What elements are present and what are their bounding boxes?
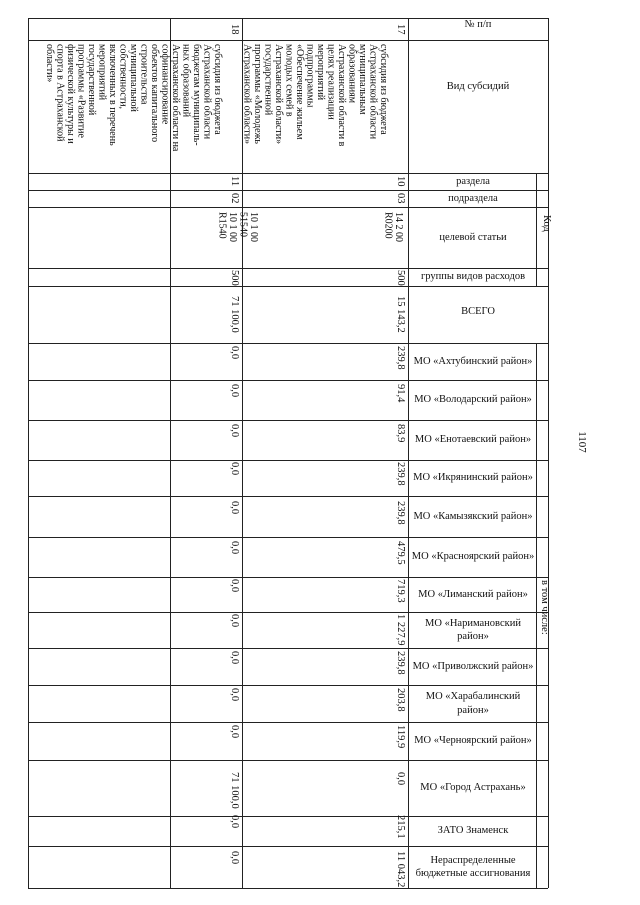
h-rule: [28, 722, 548, 723]
row-value: 239,8: [395, 345, 407, 370]
row-value: 239,8: [395, 500, 407, 525]
row-value: 0,0: [395, 772, 407, 786]
row-description: субсидия из бюджета Астраханской области бюджетам муниципаль- ных образований Астраханской области на софинансирование объектов капитального строительства муниципальной собственности, включенных в перечень мероприятий государственной программы «Развитие физической культуры и спорта в Астраханской области»: [44, 44, 223, 152]
h-rule: [28, 40, 548, 41]
region-name: МО «Черноярский район»: [414, 735, 532, 747]
row-section: 10: [395, 176, 407, 187]
h-rule: [28, 496, 548, 497]
h-rule: [28, 685, 548, 686]
row-value: 11 043,2: [395, 851, 407, 888]
page-number: 1107: [575, 431, 588, 453]
row-value: 0,0: [229, 500, 241, 514]
row-subsection: 03: [395, 193, 407, 204]
row-num: 18: [229, 24, 241, 35]
v-rule: [28, 18, 29, 888]
region-name: Нераспределенные бюджетные ассигнования: [415, 854, 531, 879]
region-name: МО «Красноярский район»: [411, 551, 535, 563]
v-rule: [242, 18, 243, 888]
row-value: 0,0: [229, 725, 241, 739]
h-rule: [28, 888, 548, 889]
row-value: 719,3: [395, 578, 407, 603]
h-rule: [28, 268, 548, 269]
region-name: МО «Лиманский район»: [418, 588, 528, 600]
region-name: МО «Ахтубинский район»: [413, 355, 533, 367]
header-including: в том числе:: [539, 580, 551, 635]
row-value: 215,1: [395, 815, 407, 839]
header-code-part: подраздела: [448, 192, 498, 204]
header-code-part: раздела: [456, 175, 490, 187]
region-name: МО «Город Астрахань»: [420, 782, 526, 794]
row-total: 15 143,2: [395, 296, 407, 333]
h-rule: [28, 380, 548, 381]
row-target: 14 2 00 R0200: [382, 212, 404, 242]
header-code: Код: [541, 215, 553, 232]
h-rule: [28, 577, 548, 578]
h-rule: [28, 846, 548, 847]
header-code-part: группы видов расходов: [420, 271, 526, 282]
h-rule: [28, 207, 548, 208]
row-description: субсидия из бюджета Астраханской области муниципальным образованиям Астраханской области в целях реализации мероприятий подпрограммы «Обеспечение жильем молодых семей в Астраханской области» государственной программы «Молодежь Астраханской области»: [241, 44, 389, 147]
h-rule: [28, 537, 548, 538]
region-name: МО «Икрянинский район»: [413, 472, 533, 484]
row-value: 91,4: [395, 384, 407, 403]
h-rule: [28, 648, 548, 649]
row-value: 0,0: [229, 650, 241, 664]
row-subsection: 02: [229, 193, 241, 204]
row-value: 239,8: [395, 650, 407, 675]
row-value: 0,0: [229, 687, 241, 701]
v-rule: [548, 18, 549, 888]
row-value: 1 227,9: [395, 614, 407, 646]
row-value: 0,0: [229, 541, 241, 555]
row-total: 71 100,0: [229, 296, 241, 333]
header-subsidy-type: Вид субсидий: [446, 81, 510, 92]
row-value: 0,0: [229, 384, 241, 398]
region-name: МО «Наримановский район»: [425, 617, 521, 642]
h-rule: [28, 612, 548, 613]
h-rule: [28, 460, 548, 461]
row-value: 0,0: [229, 462, 241, 476]
header-num: № п/п: [464, 19, 492, 30]
row-value: 203,8: [395, 687, 407, 712]
row-value: 71 100,0: [229, 772, 241, 809]
header-total: ВСЕГО: [461, 306, 495, 317]
row-value: 0,0: [229, 424, 241, 438]
v-rule: [536, 343, 537, 888]
region-name: МО «Володарский район»: [414, 394, 532, 406]
region-name: МО «Енотаевский район»: [414, 434, 532, 446]
row-section: 11: [229, 176, 241, 187]
row-value: 119,9: [395, 725, 407, 749]
row-value: 0,0: [229, 578, 241, 592]
h-rule: [28, 343, 548, 344]
row-value: 83,9: [395, 424, 407, 443]
row-value: 239,8: [395, 462, 407, 486]
region-name: МО «Камызякский район»: [413, 510, 533, 522]
row-value: 0,0: [229, 815, 241, 829]
h-rule: [28, 420, 548, 421]
h-rule: [28, 816, 548, 817]
h-rule: [28, 760, 548, 761]
row-group: 500: [395, 270, 407, 286]
row-value: 0,0: [229, 345, 241, 359]
row-value: 479,5: [395, 541, 407, 565]
region-name: МО «Харабалинский район»: [425, 691, 521, 716]
v-rule: [536, 173, 537, 286]
v-rule: [408, 18, 409, 888]
row-target: 10 1 00 51540 10 1 00 R1540: [216, 212, 259, 242]
row-num: 17: [395, 24, 407, 35]
row-value: 0,0: [229, 614, 241, 628]
region-name: ЗАТО Знаменск: [437, 825, 509, 837]
row-value: 0,0: [229, 851, 241, 865]
header-code-part: целевой статьи: [439, 231, 507, 243]
h-rule: [28, 286, 548, 287]
region-name: МО «Приволжский район»: [412, 660, 534, 672]
row-group: 500: [229, 270, 241, 286]
